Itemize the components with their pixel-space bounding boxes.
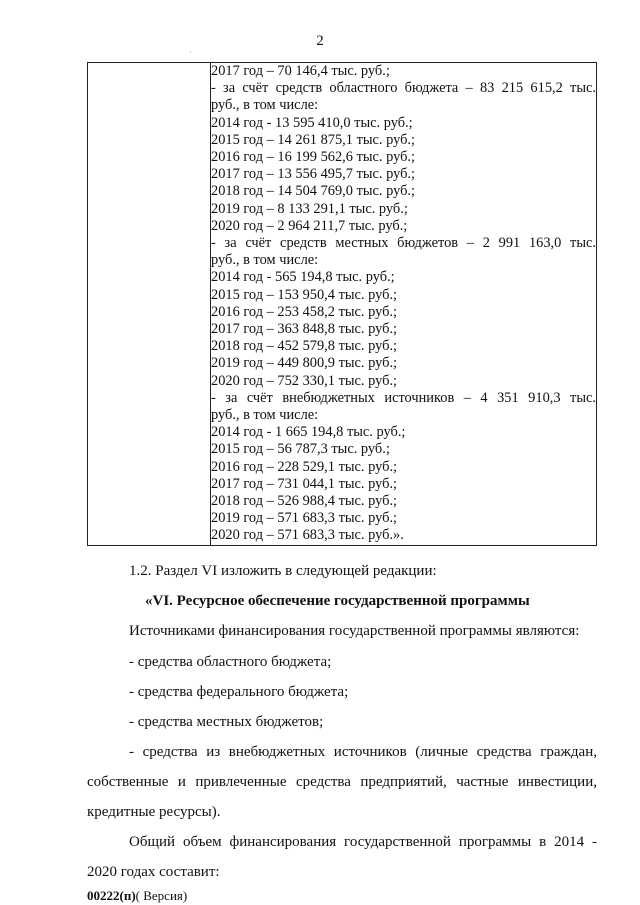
table-line: 2020 год – 2 964 211,7 тыс. руб.; [211, 217, 408, 234]
table-line: 2019 год – 449 800,9 тыс. руб.; [211, 355, 398, 372]
table-line: - за счёт средств местных бюджетов – 2 991 163,0 тыс. [211, 235, 596, 252]
total-volume-text: Общий объем финансирования государственной программы в 2014 - [129, 834, 597, 850]
table-label-cell [88, 63, 211, 546]
table-line: 2018 год – 526 988,4 тыс. руб.; [211, 493, 398, 510]
document-footer [87, 888, 187, 904]
section-intro: 1.2. Раздел VI изложить в следующей редакции: [129, 563, 437, 579]
source-item-extrabudget-end: кредитные ресурсы). [87, 804, 221, 820]
source-item-extrabudget-continued: собственные и привлеченные средства предприятий, частные инвестиции, [87, 774, 597, 790]
table-line: 2014 год - 565 194,8 тыс. руб.; [211, 269, 395, 286]
table-line: 2019 год – 8 133 291,1 тыс. руб.; [211, 200, 408, 217]
table-line: 2017 год – 70 146,4 тыс. руб.; [211, 63, 390, 79]
table-line: 2017 год – 13 556 495,7 тыс. руб.; [211, 166, 416, 183]
table-line: 2014 год - 1 665 194,8 тыс. руб.; [211, 424, 406, 441]
table-line: 2015 год – 14 261 875,1 тыс. руб.; [211, 131, 416, 148]
funding-table [87, 62, 597, 546]
table-line: 2019 год – 571 683,3 тыс. руб.; [211, 510, 398, 527]
source-item-federal: - средства федерального бюджета; [129, 684, 349, 700]
table-line: руб., в том числе: [211, 252, 319, 269]
table-line: 2018 год – 14 504 769,0 тыс. руб.; [211, 183, 416, 200]
table-line: 2016 год – 16 199 562,6 тыс. руб.; [211, 149, 416, 166]
sources-intro: Источниками финансирования государственной программы являются: [129, 623, 580, 639]
document-version: ( Версия) [135, 888, 188, 903]
total-volume-text-continued: 2020 годах составит: [87, 864, 220, 880]
table-line: 2017 год – 363 848,8 тыс. руб.; [211, 321, 398, 338]
source-item-extrabudget: - средства из внебюджетных источников (личные средства граждан, [129, 744, 597, 760]
table-line: - за счёт средств областного бюджета – 83 215 615,2 тыс. [211, 80, 596, 97]
table-line: руб., в том числе: [211, 97, 319, 114]
table-line: 2015 год – 153 950,4 тыс. руб.; [211, 286, 398, 303]
table-line: руб., в том числе: [211, 407, 319, 424]
table-line: 2020 год – 752 330,1 тыс. руб.; [211, 372, 398, 389]
table-line: 2018 год – 452 579,8 тыс. руб.; [211, 338, 398, 355]
table-line: 2015 год – 56 787,3 тыс. руб.; [211, 441, 390, 458]
table-value-cell [211, 63, 597, 546]
source-item-regional: - средства областного бюджета; [129, 654, 332, 670]
page-number: 2 [316, 33, 324, 49]
table-line: 2014 год - 13 595 410,0 тыс. руб.; [211, 114, 413, 131]
document-code: 00222(п) [87, 888, 136, 903]
section-heading: «VI. Ресурсное обеспечение государственной программы [145, 593, 530, 609]
table-line: - за счёт внебюджетных источников – 4 351 910,3 тыс. [211, 389, 596, 406]
table-line: 2020 год – 571 683,3 тыс. руб.». [211, 527, 404, 544]
table-line: 2017 год – 731 044,1 тыс. руб.; [211, 475, 398, 492]
table-row [88, 63, 597, 546]
source-item-local: - средства местных бюджетов; [129, 714, 324, 730]
table-line: 2016 год – 253 458,2 тыс. руб.; [211, 303, 398, 320]
table-line: 2016 год – 228 529,1 тыс. руб.; [211, 458, 398, 475]
scan-speck: · [189, 48, 192, 57]
